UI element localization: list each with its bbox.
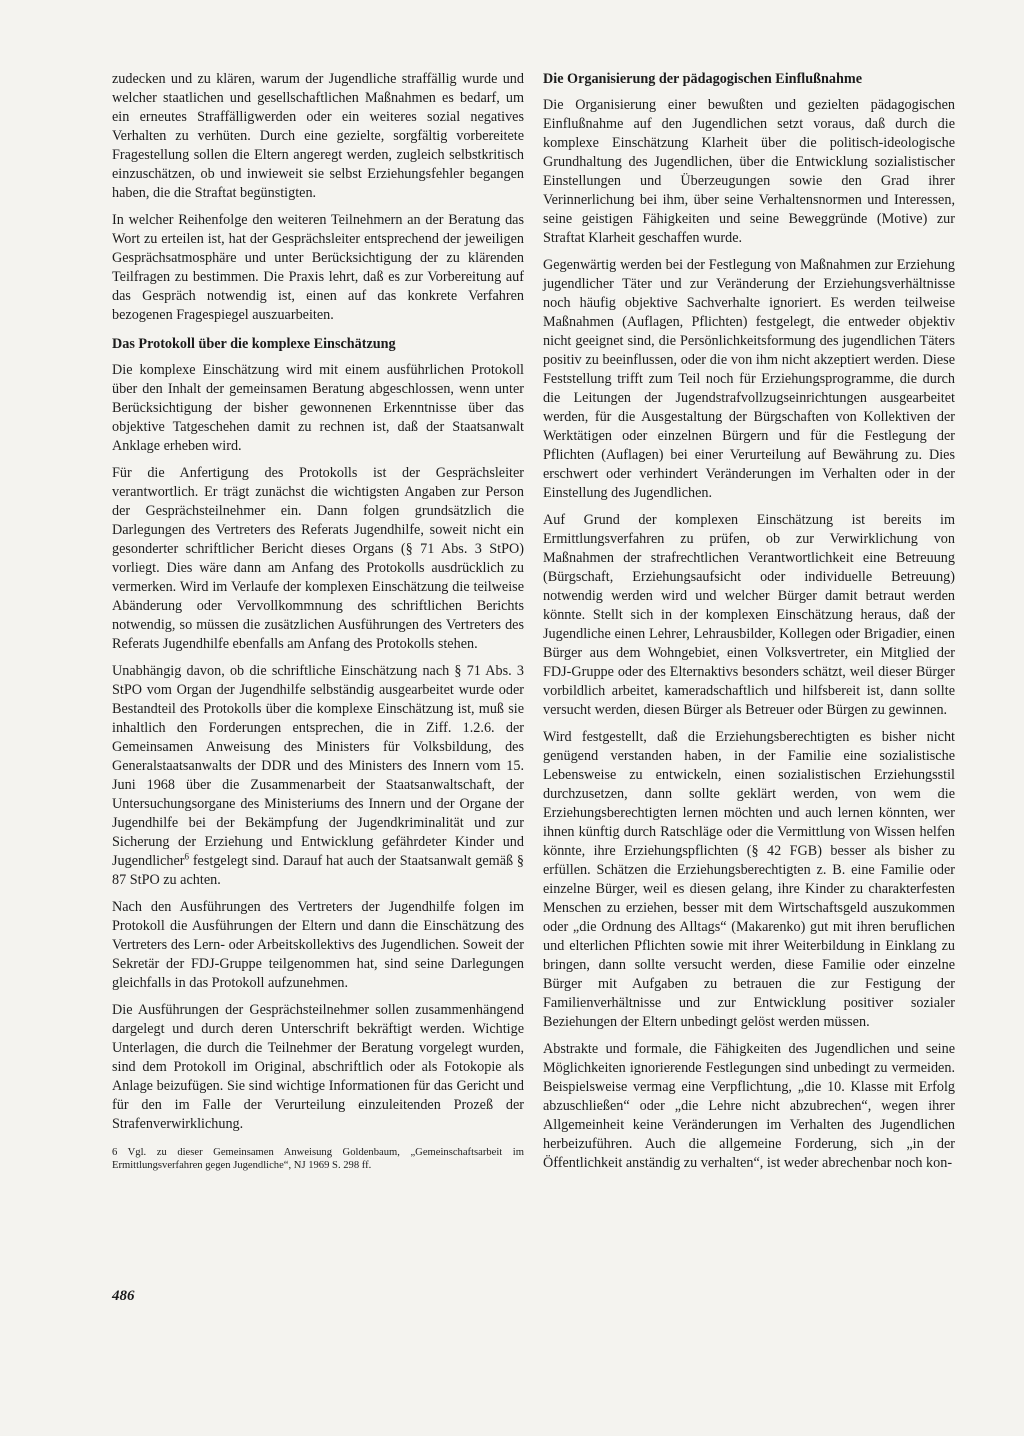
section-heading: Die Organisierung der pädagogischen Einflußnahme: [543, 71, 863, 87]
paragraph: Nach den Ausführungen des Vertreters der Jugendhilfe folgen im Protokoll die Ausführungen der Eltern und dann die Einschätzung des Vertreters des Lern- oder Arbeitskollektivs des Jugendlichen. Soweit der Sekretär der FDJ-Gruppe teilgenommen hat, sind seine Darlegungen gleichfalls in das Protokoll aufzunehmen.: [112, 899, 524, 991]
paragraph: Die komplexe Einschätzung wird mit einem ausführlichen Protokoll über den Inhalt der gemeinsamen Beratung abgeschlossen, wenn unter Berücksichtigung der bisher gewonnenen Erkenntnisse über das objektive Tatgeschehen damit zu rechnen ist, daß der Staatsanwalt Anklage erheben wird.: [112, 362, 524, 454]
left-column: [112, 70, 524, 1180]
footnote: 6 Vgl. zu dieser Gemeinsamen Anweisung Goldenbaum, „Gemeinschaftsarbeit im Ermittlungsverfahren gegen Jugendliche“, NJ 1969 S. 298 ff.: [112, 1147, 524, 1171]
paragraph-text: festgelegt sind. Darauf hat auch der Staatsanwalt gemäß § 87 StPO zu achten.: [112, 853, 524, 888]
paragraph: Abstrakte und formale, die Fähigkeiten des Jugendlichen und seine Möglichkeiten ignorierende Festlegungen sind unbedingt zu vermeiden. Beispielsweise vermag eine Verpflichtung, „die 10. Klasse mit Erfolg abzuschließen“ oder „die Lehre nicht abzubrechen“, wegen ihrer Allgemeinheit keine Veränderungen im Verhalten des Jugendlichen herbeizuführen. Auch die allgemeine Forderung, sich „in der Öffentlichkeit anständig zu verhalten“, ist weder abrechenbar noch kon-: [543, 1041, 955, 1171]
paragraph: Auf Grund der komplexen Einschätzung ist bereits im Ermittlungsverfahren zu prüfen, ob zur Verwirklichung von Maßnahmen der strafrechtlichen Verantwortlichkeit eine Betreuung (Bürgschaft, Erziehungsaufsicht oder individuelle Betreuung) notwendig werden wird und welcher Bürger damit betraut werden könnte. Stellt sich in der komplexen Einschätzung heraus, daß der Jugendliche einen Lehrer, Lehrausbilder, Kollegen oder Brigadier, einen Bürger aus dem Wohngebiet, einen Volksvertreter, ein Mitglied der FDJ-Gruppe oder des Elternaktivs besonders schätzt, weil dieser Bürger vorbildlich arbeitet, kameradschaftlich und hilfsbereit ist, dann sollte versucht werden, diesen Bürger als Betreuer oder Bürgen zu gewinnen.: [543, 512, 955, 718]
paragraph: Wird festgestellt, daß die Erziehungsberechtigten es bisher nicht genügend verstanden haben, in der Familie eine sozialistische Lebensweise zu entwickeln, einen sozialistischen Erziehungsstil durchzusetzen, dann sollte geklärt werden, von wem die Erziehungsberechtigten lernen möchten und auch lernen könnten, wer ihnen künftig durch Ratschläge oder die Vermittlung von Wissen helfen könnte, ihre Erziehungspflichten (§ 42 FGB) besser als bisher zu erfüllen. Schätzen die Erziehungsberechtigten z. B. eine Familie oder einzelne Bürger, weil es diesen gelang, ihre Kinder zu charakterfesten Menschen zu erziehen, besser mit dem Wirtschaftsgeld auszukommen oder „die Ordnung des Alltags“ (Makarenko) gut mit ihren beruflichen und elterlichen Pflichten sowie mit ihrer Weiterbildung in Einklang zu bringen, dann sollte versucht werden, diese Familie oder einzelne Bürger mit Aufgaben zu betrauen die zur Festigung der Familienverhältnisse und zur Entwicklung positiver sozialer Beziehungen der Eltern unbedingt gelöst werden müssen.: [543, 729, 955, 1030]
paragraph: Für die Anfertigung des Protokolls ist der Gesprächsleiter verantwortlich. Er trägt zunächst die wichtigsten Angaben zur Person der Gesprächsteilnehmer ein. Dann folgen grundsätzlich die Darlegungen des Vertreters des Referats Jugendhilfe, soweit nicht ein gesonderter schriftlicher Bericht dieses Organs (§ 71 Abs. 3 StPO) vorliegt. Dies wäre dann am Anfang des Protokolls ausdrücklich zu vermerken. Wird im Verlaufe der komplexen Einschätzung die teilweise Abänderung oder Vervollkommnung des schriftlichen Berichts notwendig, so müssen die zusätzlichen Ausführungen des Vertreters des Referats Jugendhilfe ebenfalls am Anfang des Protokolls stehen.: [112, 465, 524, 652]
right-column: [543, 70, 955, 1181]
paragraph: zudecken und zu klären, warum der Jugendliche straffällig wurde und welcher staatlichen und gesellschaftlichen Maßnahmen es bedarf, um ein erneutes Straffälligwerden oder ein weiteres sozial negatives Verhalten zu verhüten. Durch eine gezielte, sorgfältig vorbereitete Fragestellung sollen die Eltern angeregt werden, zugleich selbstkritisch einzuschätzen, ob und inwieweit sie selbst Erziehungsfehler begangen haben, die die Straftat begünstigten.: [112, 71, 524, 201]
footnote-marker: 6: [184, 851, 189, 862]
paragraph-text: Unabhängig davon, ob die schriftliche Einschätzung nach § 71 Abs. 3 StPO vom Organ der Jugendhilfe selbständig ausgearbeitet wurde oder Bestandteil des Protokolls über die komplexe Einschätzung ist, muß sie inhaltlich den Forderungen entsprechen, die in Ziff. 1.2.6. der Gemeinsamen Anweisung des Ministers für Volksbildung, des Generalstaatsanwalts der DDR und des Ministers des Innern vom 15. Juni 1968 über die Zusammenarbeit der Staatsanwaltschaft, der Untersuchungsorgane des Ministeriums des Innern und der Organe der Jugendhilfe bei der Bekämpfung der Jugendkriminalität und zur Sicherung der Erziehung und Entwicklung gefährdeter Kinder und Jugendlicher: [112, 663, 524, 869]
paragraph: [112, 662, 524, 890]
paragraph: Die Organisierung einer bewußten und gezielten pädagogischen Einflußnahme auf den Jugendlichen setzt voraus, daß durch die komplexe Einschätzung Klarheit über die politisch-ideologische Grundhaltung des Jugendlichen, über die Entwicklung sozialistischer Einstellungen und Überzeugungen sowie den Grad ihrer Verinnerlichung bei ihm, über seine Verhaltensnormen und Interessen, seine geistigen Fähigkeiten und seine Beweggründe (Motive) zur Straftat Klarheit geschaffen wurde.: [543, 97, 955, 246]
paragraph: Gegenwärtig werden bei der Festlegung von Maßnahmen zur Erziehung jugendlicher Täter und zur Veränderung der Erziehungsverhältnisse noch häufig objektive Sachverhalte ignoriert. Es werden teilweise Maßnahmen (Auflagen, Pflichten) festgelegt, die entweder objektiv nicht geeignet sind, die Persönlichkeitsformung des jugendlichen Täters positiv zu beeinflussen, oder die von ihm nicht akzeptiert werden. Diese Feststellung trifft zum Teil noch für Erziehungsprogramme, die durch die Leitungen der Jugendstrafvollzugseinrichtungen ausgearbeitet werden, für die Ausgestaltung der Bürgschaften von Kollektiven der Werktätigen oder einzelnen Bürgern und für die Festlegung der Pflichten (Auflagen) bei einer Verurteilung auf Bewährung zu. Dies erschwert oder verhindert Veränderungen im Verhalten oder in der Einstellung des Jugendlichen.: [543, 257, 955, 501]
paragraph: In welcher Reihenfolge den weiteren Teilnehmern an der Beratung das Wort zu erteilen ist, hat der Gesprächsleiter entsprechend der jeweiligen Gesprächsatmosphäre und unter Berücksichtigung der zu klärenden Teilfragen zu bestimmen. Die Praxis lehrt, daß es zur Vorbereitung auf das Gespräch notwendig ist, einen auf das konkrete Verfahren bezogenen Fragespiegel auszuarbeiten.: [112, 212, 524, 323]
page-number: 486: [112, 1288, 135, 1304]
paragraph: Die Ausführungen der Gesprächsteilnehmer sollen zusammenhängend dargelegt und durch deren Unterschrift bekräftigt werden. Wichtige Unterlagen, die durch die Teilnehmer der Beratung vorgelegt wurden, sind dem Protokoll im Original, abschriftlich oder als Fotokopie als Anlage beizufügen. Sie sind wichtige Informationen für das Gericht und für den im Falle der Verurteilung einzuleitenden Prozeß der Strafenverwirklichung.: [112, 1002, 524, 1132]
section-heading: Das Protokoll über die komplexe Einschätzung: [112, 336, 396, 352]
